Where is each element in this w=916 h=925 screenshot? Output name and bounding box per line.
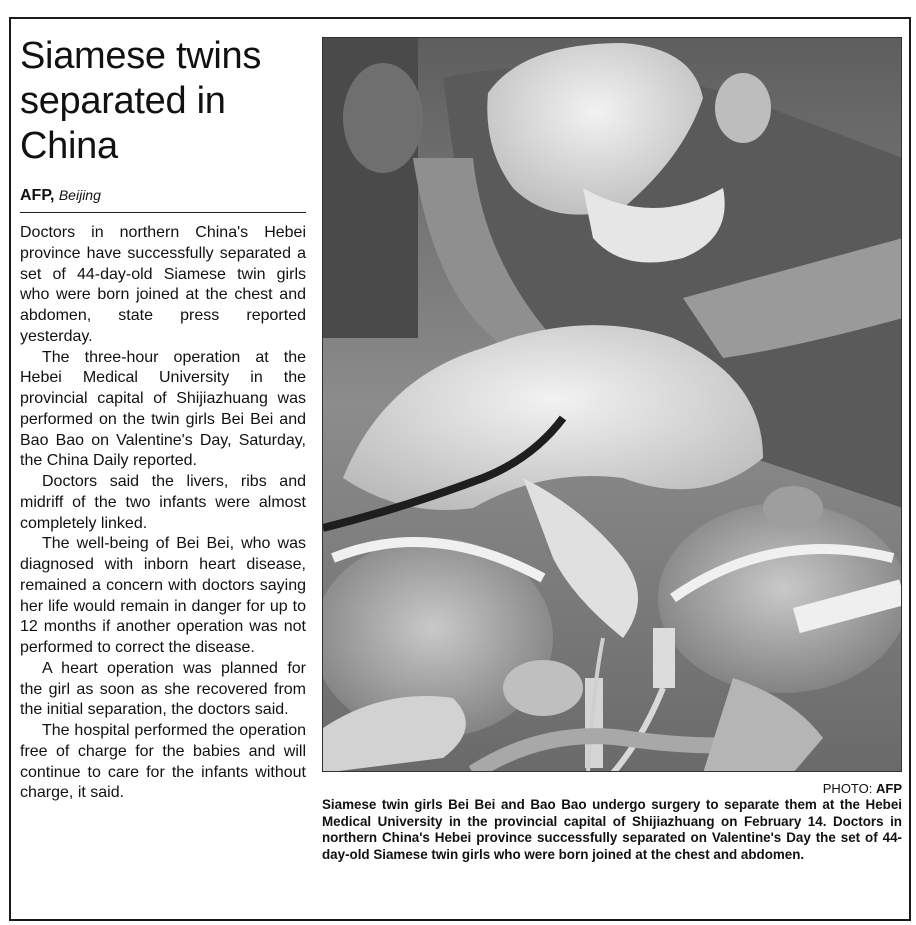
- article-column: [20, 34, 306, 804]
- byline: [20, 185, 306, 213]
- article-paragraph: The three-hour operation at the Hebei Medical University in the provincial capital of Shijiazhuang was performed on the twin girls Bei Bei and Bao Bao on Valentine's Day, Saturday, the China Daily reported.: [20, 348, 306, 470]
- article-body: [20, 223, 306, 804]
- article-paragraph: Doctors said the livers, ribs and midriff of the two infants were almost completely linked.: [20, 473, 306, 532]
- byline-place: Beijing: [58, 187, 101, 203]
- article-paragraph: The hospital performed the operation free of charge for the babies and will continue to care for the infants without charge, it said.: [20, 722, 306, 802]
- headline: Siamese twins separated in China: [20, 35, 262, 167]
- article-paragraph: A heart operation was planned for the girl as soon as she recovered from the initial separation, the doctors said.: [20, 659, 306, 719]
- photo-caption: Siamese twin girls Bei Bei and Bao Bao undergo surgery to separate them at the Hebei Medical University in the provincial capital of Shijiazhuang on February 14. Doctors in northern China's Hebei province successfully separated on Valentine's Day the set of 44-day-old Siamese twin girls who were born joined at the chest and abdomen.: [322, 797, 902, 862]
- byline-agency: AFP,: [20, 187, 55, 204]
- article-paragraph: Doctors in northern China's Hebei province have successfully separated a set of 44-day-old Siamese twin girls who were born joined at the chest and abdomen, state press reported yesterday.: [20, 224, 306, 345]
- surgery-photo-illustration: [323, 38, 902, 772]
- surgery-photo: [322, 37, 902, 772]
- photo-credit-label: PHOTO:: [822, 781, 873, 796]
- photo-credit: [322, 781, 902, 797]
- photo-credit-name: AFP: [876, 781, 902, 796]
- article-paragraph: The well-being of Bei Bei, who was diagnosed with inborn heart disease, remained a concern with doctors saying her life would remain in danger for up to 12 months if another operation was not performed to correct the disease.: [20, 535, 306, 656]
